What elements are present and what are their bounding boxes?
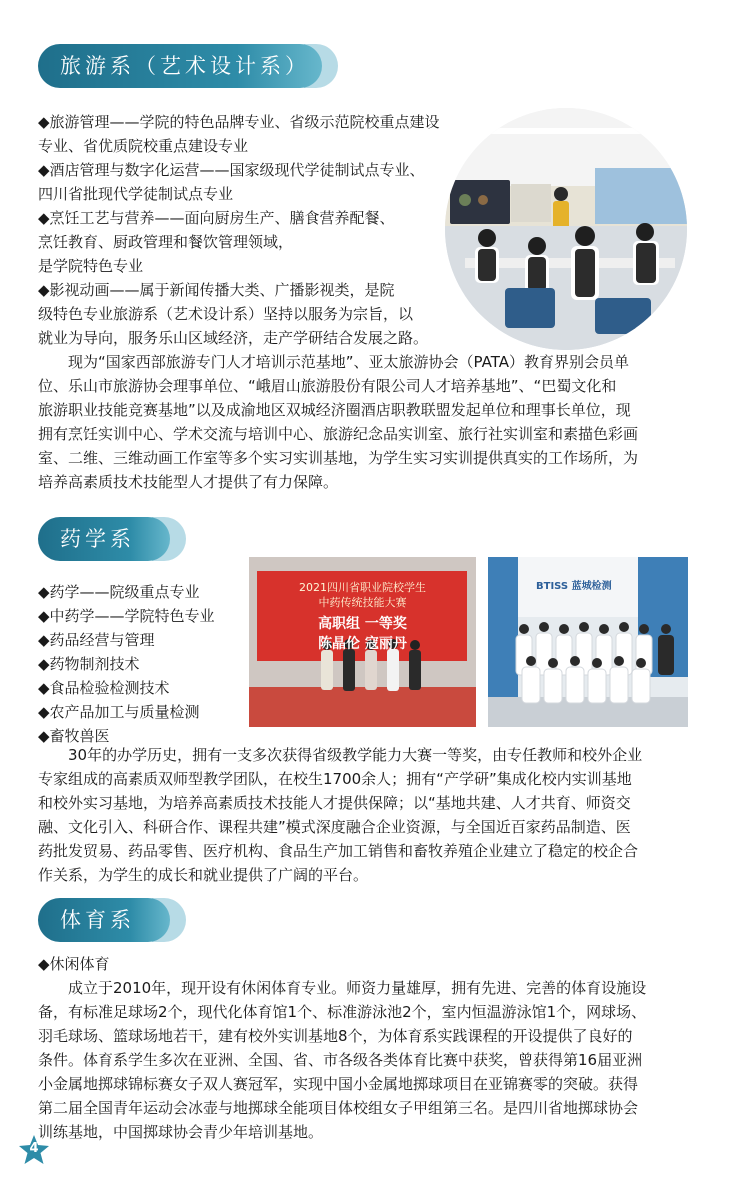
list-item: ◆药品经营与管理 [38,631,155,649]
section-title-sports [38,898,170,942]
lab-sign-text: BTISS 蓝城检测 [536,581,612,592]
section-title-text: 体育系 [60,908,135,932]
tourism-description [38,350,694,494]
award-banner-line3: 高职组 一等奖 [318,616,407,632]
pharmacy-description [38,743,694,887]
list-item: ◆农产品加工与质量检测 [38,703,200,721]
list-item: ◆旅游管理——学院的特色品牌专业、省级示范院校重点建设 [38,113,440,131]
list-item: 级特色专业旅游系（艺术设计系）坚持以服务为宗旨，以 [38,305,414,323]
paragraph-line: 专家组成的高素质双师型教学团队，在校生1700余人；拥有“产学研”集成化校内实训基地 [38,770,632,788]
pharmacy-major-list [38,580,248,748]
sports-description [38,976,694,1144]
list-item: 是学院特色专业 [38,257,144,275]
paragraph-line: 条件。体育系学生多次在亚洲、全国、省、市各级各类体育比赛中获奖，曾获得第16届亚洲 [38,1051,643,1069]
paragraph-line: 现为“国家西部旅游专门人才培训示范基地”、亚太旅游协会（PATA）教育界别会员单 [68,353,629,371]
sports-major-list [38,952,338,976]
paragraph-line: 室、二维、三维动画工作室等多个实习实训基地，为学生实习实训提供真实的工作场所，为 [38,449,639,467]
paragraph-line: 和校外实习基地，为培养高素质技术技能人才提供保障；以“基地共建、人才共育、师资交 [38,794,631,812]
lab-team-photo [488,557,688,727]
paragraph-line: 羽毛球场、篮球场地若干，建有校外实训基地8个，为体育系实践课程的开设提供了良好的 [38,1027,633,1045]
list-item: 烹饪教育、厨政管理和餐饮管理领域， [38,233,294,251]
list-item: ◆影视动画——属于新闻传播大类、广播影视类，是院 [38,281,395,299]
paragraph-line: 成立于2010年，现开设有休闲体育专业。师资力量雄厚，拥有先进、完善的体育设施设 [68,979,647,997]
paragraph-line: 小金属地掷球锦标赛女子双人赛冠军，实现中国小金属地掷球项目在亚锦赛零的突破。获得 [38,1075,639,1093]
award-banner-line1: 2021四川省职业院校学生 [299,581,426,594]
page-number: 4 [29,1141,39,1156]
classroom-photo-illustration [445,108,687,350]
list-item: ◆酒店管理与数字化运营——国家级现代学徒制试点专业、 [38,161,425,179]
list-item: ◆烹饪工艺与营养——面向厨房生产、膳食营养配餐、 [38,209,395,227]
list-item: ◆药学——院级重点专业 [38,583,200,601]
tourism-major-list [38,110,448,350]
list-item: 就业为导向，服务乐山区域经济，走产学研结合发展之路。 [38,329,429,347]
paragraph-line: 拥有烹饪实训中心、学术交流与培训中心、旅游纪念品实训室、旅行社实训室和素描色彩画 [38,425,639,443]
section-title-text: 药学系 [60,527,135,551]
classroom-photo [445,108,687,350]
paragraph-line: 作关系，为学生的成长和就业提供了广阔的平台。 [38,866,369,884]
paragraph-line: 备，有标准足球场2个，现代化体育馆1个、标准游泳池2个，室内恒温游泳馆1个，网球场、 [38,1003,647,1021]
list-item: 专业、省优质院校重点建设专业 [38,137,249,155]
list-item: ◆休闲体育 [38,955,110,973]
paragraph-line: 旅游职业技能竞赛基地”以及成渝地区双城经济圈酒店职教联盟发起单位和理事长单位，现 [38,401,631,419]
award-banner-line4: 陈晶伦 寇丽丹 [318,636,407,652]
section-title-tourism [38,44,322,88]
paragraph-line: 30年的办学历史，拥有一支多次获得省级教学能力大赛一等奖，由专任教师和校外企业 [68,746,643,764]
list-item: ◆中药学——学院特色专业 [38,607,215,625]
paragraph-line: 第二届全国青年运动会冰壶与地掷球全能项目体校组女子甲组第三名。是四川省地掷球协会 [38,1099,639,1117]
section-title-text: 旅游系（艺术设计系） [60,54,310,78]
list-item: ◆畜牧兽医 [38,727,110,745]
list-item: ◆药物制剂技术 [38,655,140,673]
list-item: ◆食品检验检测技术 [38,679,170,697]
paragraph-line: 位、乐山市旅游协会理事单位、“峨眉山旅游股份有限公司人才培养基地”、“巴蜀文化和 [38,377,617,395]
paragraph-line: 培养高素质技术技能型人才提供了有力保障。 [38,473,339,491]
paragraph-line: 药批发贸易、药品零售、医疗机构、食品生产加工销售和畜牧养殖企业建立了稳定的校企合 [38,842,639,860]
award-photo [249,557,476,727]
award-banner-line2: 中药传统技能大赛 [318,596,407,609]
list-item: 四川省批现代学徒制试点专业 [38,185,234,203]
paragraph-line: 融、文化引入、科研合作、课程共建”模式深度融合企业资源，与全国近百家药品制造、医 [38,818,631,836]
paragraph-line: 训练基地，中国掷球协会青少年培训基地。 [38,1123,324,1141]
section-title-pharmacy [38,517,170,561]
